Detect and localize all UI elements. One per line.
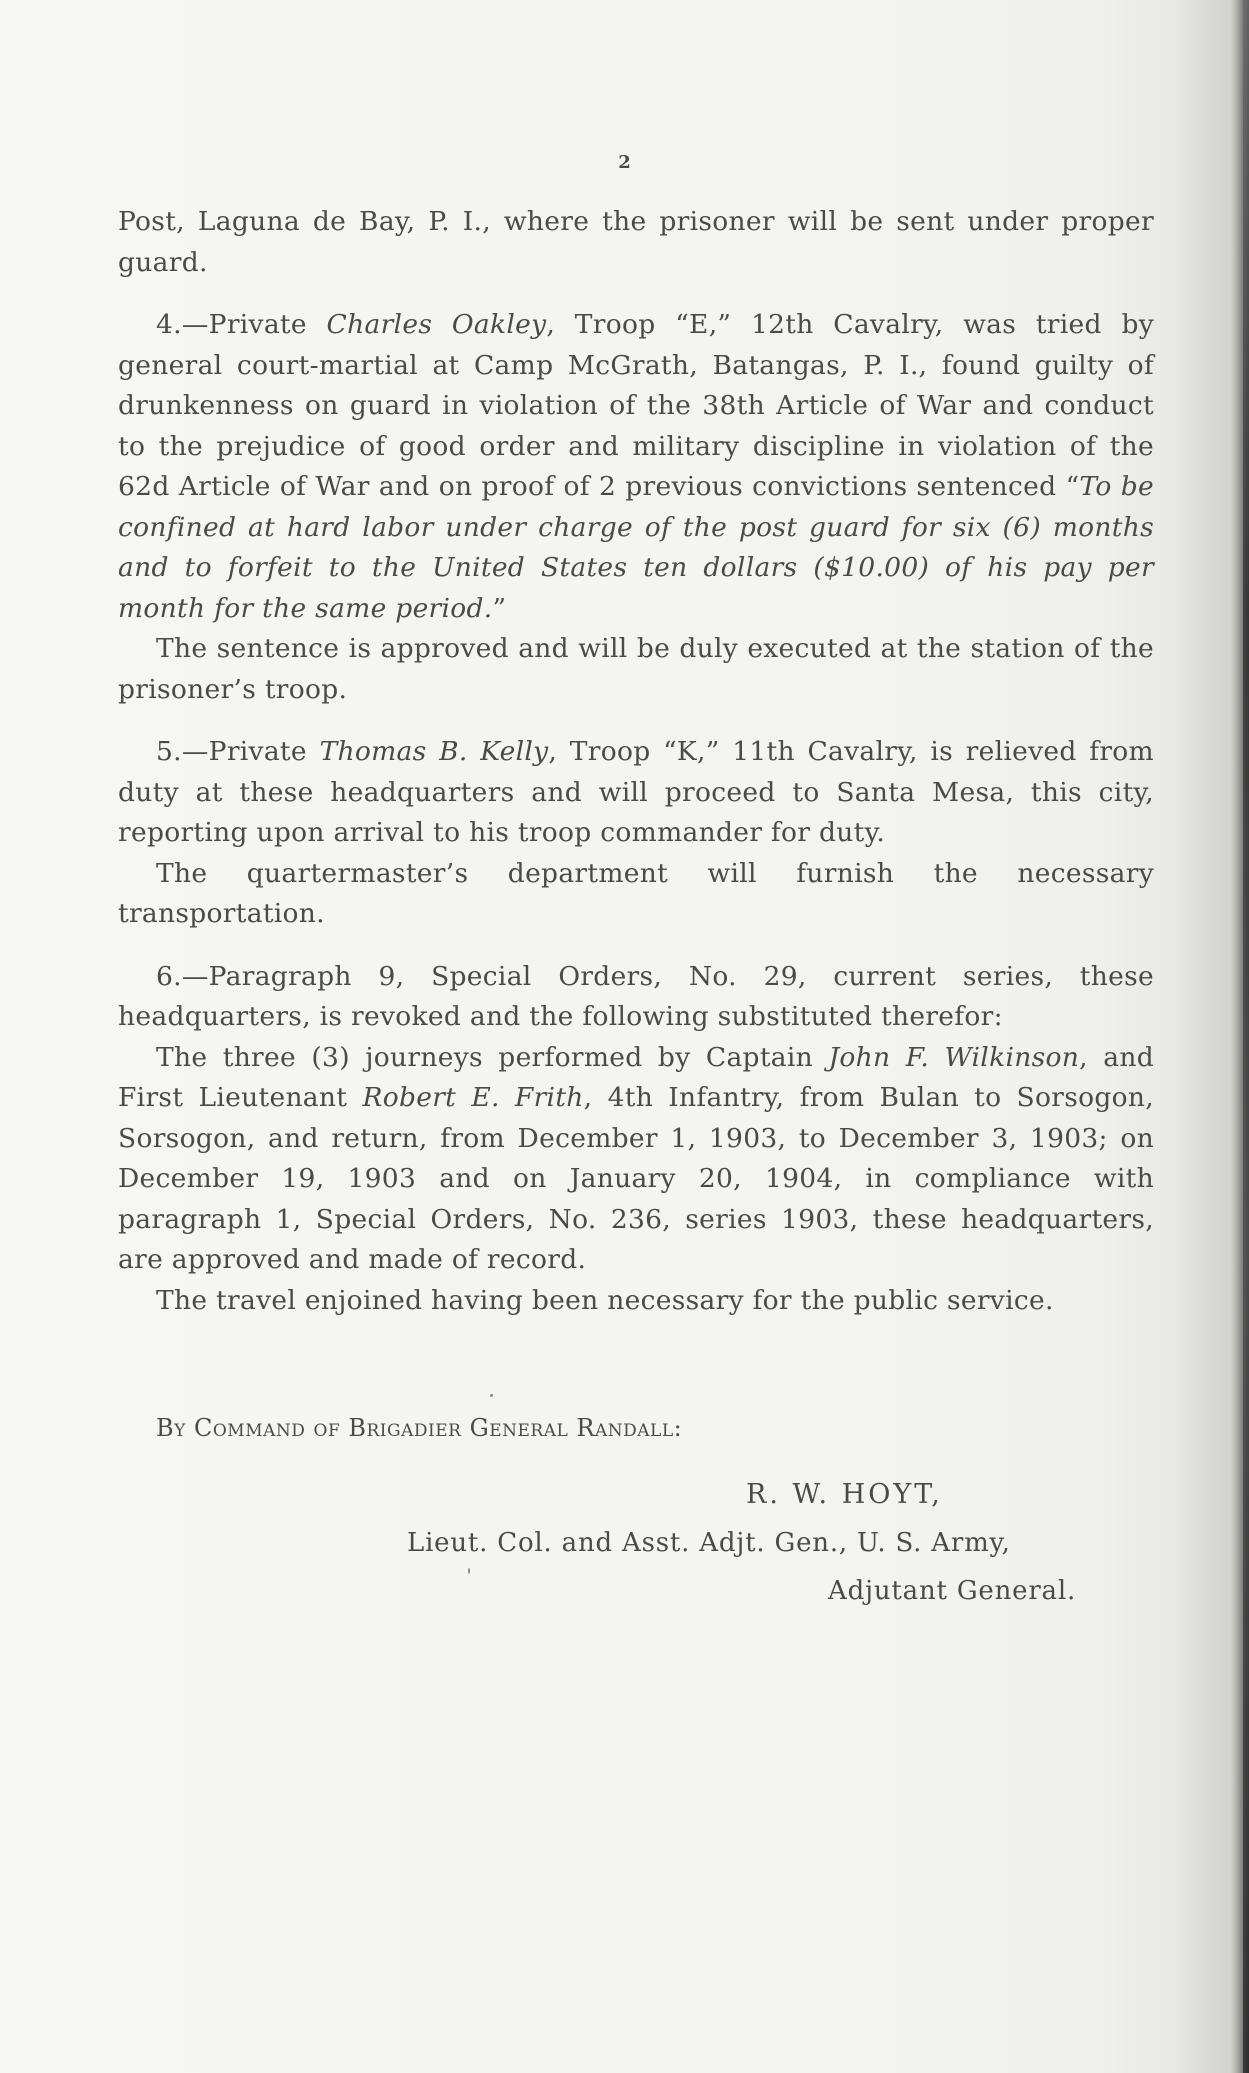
by-command-line: By Command of Brigadier General Randall: bbox=[156, 1414, 683, 1442]
paragraph-item-4-text: , Troop “E,” 12th Cavalry, was tried by general court-martial at Camp McGrath, Batangas, P. I., found guilty of drunkenness on guard in violation of the 38th Article of War and conduct to the prejudice of good order and military discipline in violation of the 62d Article of War and on proof of 2 previous convictions sentenced “ bbox=[118, 309, 1154, 502]
paragraph-item-5-text: , Troop “K,” 11th Cavalry, is relieved from duty at these headquarters and will proceed to Santa Mesa, this city, reporting upon arrival to his troop commander for duty. bbox=[118, 736, 1154, 848]
paragraph-public-service: The travel enjoined having been necessary for the public service. bbox=[156, 1284, 1054, 1316]
paragraph-item-6: 6.—Paragraph 9, Special Orders, No. 29, current series, these headquarters, is revoked and the following substituted therefor: bbox=[118, 960, 1154, 1032]
paragraph-item-5 bbox=[118, 732, 1154, 854]
signer-rank: Lieut. Col. and Asst. Adjt. Gen., U. S. Army, bbox=[407, 1528, 1011, 1558]
paragraph-item-5-prefix: 5.—Private bbox=[156, 736, 320, 767]
paragraph-journeys bbox=[118, 1038, 1154, 1281]
paragraph-item-4 bbox=[118, 305, 1154, 629]
paragraph-sentence-approval: The sentence is approved and will be duly executed at the station of the prisoner’s troop. bbox=[118, 633, 1154, 705]
paragraph-journeys-middle: , and First Lieutenant bbox=[118, 1041, 1154, 1113]
paragraph-journeys-text: , 4th Infantry, from Bulan to Sorsogon, Sorsogon, and return, from December 1, 1903, to December 3, 1903; on December 19, 1903 and on January 20, 1904, in compliance with paragraph 1, Special Orders, No. 236, series 1903, these headquarters, are approved and made of record. bbox=[118, 1082, 1154, 1275]
sentence-text: To be confined at hard labor under charge of the post guard for six (6) months and to forfeit to the United States ten dollars ($10.00) of his pay per month for the same period. bbox=[118, 471, 1154, 624]
paragraph-item-4-prefix: 4.—Private bbox=[156, 309, 327, 340]
paper-speck bbox=[468, 1568, 470, 1574]
book-binding-edge bbox=[1231, 0, 1249, 2073]
signer-name: R. W. HOYT, bbox=[746, 1479, 943, 1510]
page-number: 2 bbox=[618, 152, 631, 173]
paragraph-continuation: Post, Laguna de Bay, P. I., where the prisoner will be sent under proper guard. bbox=[118, 206, 1154, 278]
paper-speck bbox=[490, 1394, 493, 1397]
signer-title: Adjutant General. bbox=[828, 1576, 1077, 1606]
paragraph-journeys-prefix: The three (3) journeys performed by Captain bbox=[156, 1041, 829, 1073]
person-name-charles-oakley: Charles Oakley bbox=[326, 309, 547, 340]
paragraph-transportation: The quartermaster’s department will furnish the necessary transportation. bbox=[118, 857, 1154, 929]
person-name-robert-frith: Robert E. Frith bbox=[362, 1082, 584, 1113]
person-name-thomas-kelly: Thomas B. Kelly bbox=[319, 736, 549, 767]
closing-quote: ” bbox=[492, 592, 507, 624]
person-name-john-wilkinson: John F. Wilkinson bbox=[828, 1041, 1080, 1073]
document-body bbox=[118, 202, 1154, 1321]
